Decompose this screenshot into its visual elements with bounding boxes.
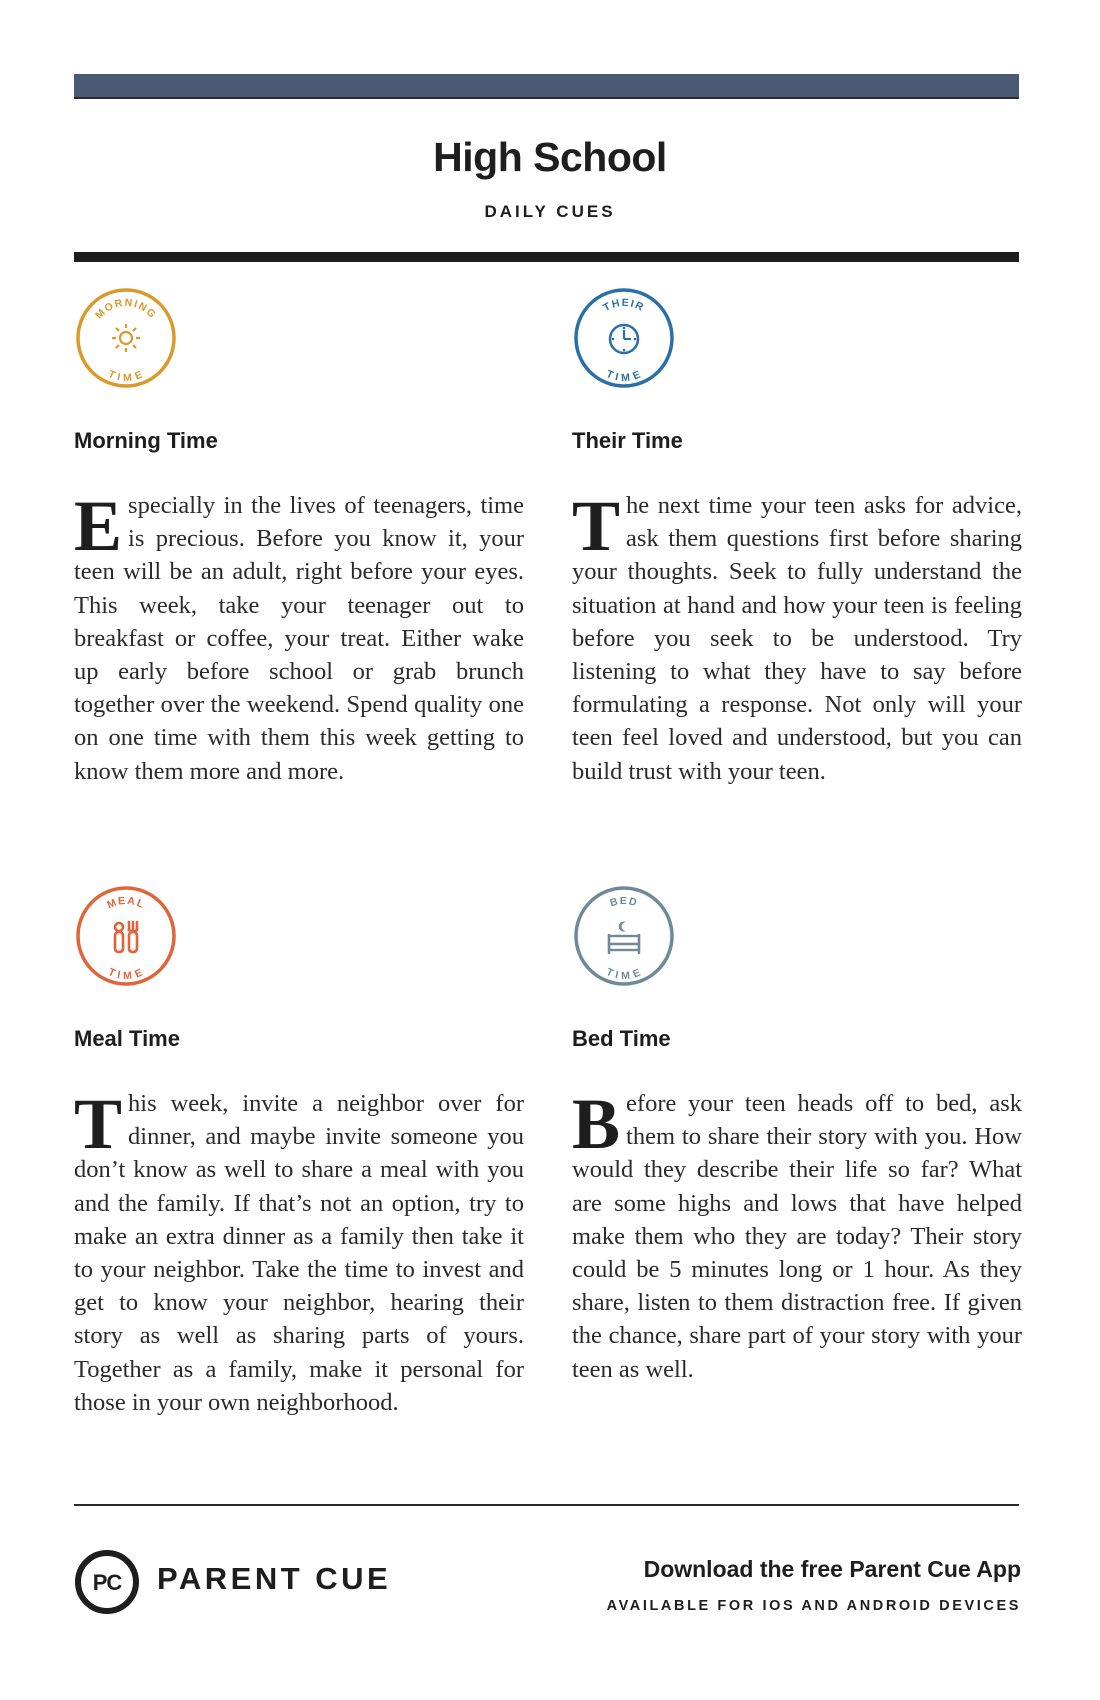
bed-icon [609,922,639,955]
section-meal-time [74,884,524,1419]
badge-top-label: BED [608,895,640,910]
morning-time-badge [74,286,178,390]
svg-text:MORNING [93,297,159,322]
parent-cue-logo-icon [74,1549,140,1615]
bed-time-badge [572,884,676,988]
section-text: specially in the lives of teenagers, time is precious. Before you know it, your teen will be an adult, right before your eyes. This week, take your teenager out to breakfast or coffee, your treat. Either wake up early before school or grab brunch together over the weekend. Spend quality one on one time with them this week getting to know them more and more. [74,492,524,785]
brand-name: PARENT CUE [157,1561,392,1596]
section-body [572,486,1022,788]
meal-time-badge [74,884,178,988]
svg-text:TIME [604,966,643,982]
header-accent-line [74,97,1019,99]
badge-bottom-label: TIME [106,966,146,983]
section-text: his week, invite a neighbor over for dinner, and maybe invite someone you don’t know as well to share a meal with you and the family. If that’s not an option, try to make an extra dinner as a family then take it to your neighbor. Take the time to invest and get to know your neighbor, hearing their story as well as sharing parts of yours. Together as a family, make it personal for those in your own neighborhood. [74,1090,524,1416]
section-body [572,1084,1022,1386]
section-morning-time [74,286,524,788]
drop-cap: B [572,1084,621,1164]
section-their-time [572,286,1022,788]
section-title: Bed Time [572,1026,671,1051]
page-title: High School [433,134,667,180]
footer-divider [74,1504,1019,1506]
clock-icon [610,325,638,353]
drop-cap: E [74,486,123,566]
header-accent-bar [74,74,1019,98]
section-title: Morning Time [74,428,218,453]
badge-top-label: MEAL [105,894,147,912]
badge-top-label: THEIR [601,296,647,315]
utensils-icon [115,922,137,952]
section-title: Their Time [572,428,683,453]
download-title: Download the free Parent Cue App [643,1556,1021,1582]
section-title: Meal Time [74,1026,180,1051]
drop-cap: T [572,486,621,566]
badge-bottom-label: TIME [106,368,146,385]
svg-text:TIME [106,966,145,982]
header-divider [74,252,1019,262]
section-body [74,486,524,788]
section-body [74,1084,524,1419]
page-subtitle: DAILY CUES [484,202,616,221]
their-time-badge [572,286,676,390]
badge-top-label: MORNING [93,296,159,322]
svg-text:MEAL [105,895,147,912]
badge-bottom-label: TIME [604,368,644,385]
logo-text: PC [92,1570,122,1595]
badge-bottom-label: TIME [604,966,644,983]
download-subtitle: AVAILABLE FOR IOS AND ANDROID DEVICES [606,1598,1021,1614]
section-bed-time [572,884,1022,1386]
svg-text:TIME [106,368,145,384]
svg-text:TIME [604,368,643,384]
section-text: he next time your teen asks for advice, ask them questions first before sharing your thoughts. Seek to fully understand the situation at hand and how your teen is feeling before you seek to be understood. Try listening to what they have to say before formulating a response. Not only will your teen feel loved and understood, but you can build trust with your teen. [572,492,1022,785]
svg-text:BED [609,895,640,909]
svg-text:THEIR [601,297,646,314]
drop-cap: T [74,1084,123,1164]
sun-icon [112,324,140,352]
section-text: efore your teen heads off to bed, ask them to share their story with you. How would they describe their life so far? What are some highs and lows that have helped make them who they are today? Their story could be 5 minutes long or 1 hour. As they share, listen to them distraction free. If given the chance, share part of your story with your teen as well. [572,1090,1022,1383]
